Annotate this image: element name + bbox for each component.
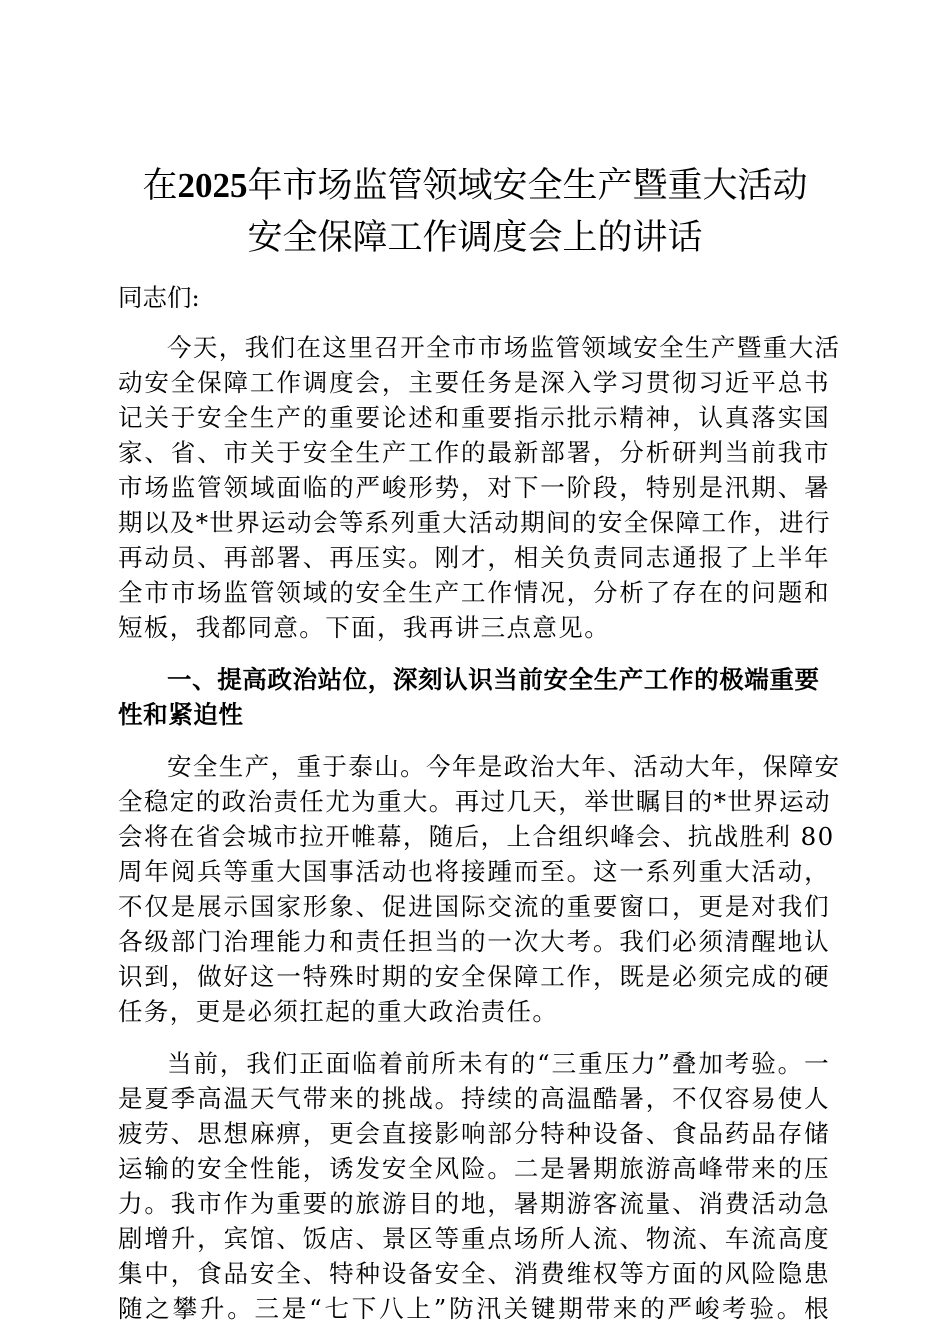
- text-line: 任务，更是必须扛起的重大政治责任。: [118, 997, 559, 1026]
- text-line: 识到，做好这一特殊时期的安全保障工作，既是必须完成的硬: [118, 962, 830, 991]
- salutation: 同志们:: [118, 283, 200, 312]
- text-line: 今天，我们在这里召开全市市场监管领域安全生产暨重大活: [167, 333, 841, 362]
- title-year: 2025: [177, 166, 248, 205]
- text-line: 剧增升，宾馆、饭店、景区等重点场所人流、物流、车流高度: [118, 1224, 830, 1253]
- heading-line: 一、提高政治站位，深刻认识当前安全生产工作的极端重要: [167, 665, 820, 694]
- text-line: 短板，我都同意。下面，我再讲三点意见。: [118, 613, 611, 642]
- title-suffix: 年市场监管领域安全生产暨重大活动: [247, 166, 808, 206]
- text-line: 记关于安全生产的重要论述和重要指示批示精神，认真落实国: [118, 403, 830, 432]
- text-line: 集中，食品安全、特种设备安全、消费维权等方面的风险隐患: [118, 1259, 830, 1288]
- title-prefix: 在: [142, 166, 178, 206]
- title-line-2: 安全保障工作调度会上的讲话: [247, 218, 703, 258]
- text-line: 安全生产，重于泰山。今年是政治大年、活动大年，保障安: [167, 752, 841, 781]
- heading-line: 性和紧迫性: [118, 700, 244, 729]
- text-line: 家、省、市关于安全生产工作的最新部署，分析研判当前我市: [118, 438, 830, 467]
- text-line: 力。我市作为重要的旅游目的地，暑期游客流量、消费活动急: [118, 1189, 830, 1218]
- text-line: 疲劳、思想麻痹，更会直接影响部分特种设备、食品药品存储: [118, 1119, 830, 1148]
- section-heading-1: [118, 662, 830, 732]
- text-line: 再动员、再部署、再压实。刚才，相关负责同志通报了上半年: [118, 543, 830, 572]
- text-line: 市场监管领域面临的严峻形势，对下一阶段，特别是汛期、暑: [118, 473, 830, 502]
- text-line: 周年阅兵等重大国事活动也将接踵而至。这一系列重大活动，: [118, 857, 830, 886]
- paragraph-pressure: [118, 1046, 830, 1326]
- text-line: 各级部门治理能力和责任担当的一次大考。我们必须清醒地认: [118, 927, 830, 956]
- document-body: [118, 280, 841, 1343]
- text-line: 动安全保障工作调度会，主要任务是深入学习贯彻习近平总书: [118, 368, 830, 397]
- text-line: 不仅是展示国家形象、促进国际交流的重要窗口，更是对我们: [118, 892, 830, 921]
- text-line: 全市市场监管领域的安全生产工作情况，分析了存在的问题和: [118, 578, 830, 607]
- document-title: [100, 160, 850, 264]
- text-line: 期以及*世界运动会等系列重大活动期间的安全保障工作，进行: [118, 508, 831, 537]
- text-line: 当前，我们正面临着前所未有的“三重压力”叠加考验。一: [167, 1049, 830, 1078]
- paragraph-safety: [118, 749, 841, 1029]
- text-line: 全稳定的政治责任尤为重大。再过几天，举世瞩目的*世界运动: [118, 787, 831, 816]
- text-line: 是夏季高温天气带来的挑战。持续的高温酷暑，不仅容易使人: [118, 1084, 830, 1113]
- text-line: 会将在省会城市拉开帷幕，随后，上合组织峰会、抗战胜利 80: [118, 822, 835, 851]
- paragraph-intro: [118, 330, 841, 645]
- text-line: 运输的安全性能，诱发安全风险。二是暑期旅游高峰带来的压: [118, 1154, 830, 1183]
- title-line-1: [100, 160, 850, 212]
- text-line: 随之攀升。三是“七下八上”防汛关键期带来的严峻考验。根: [118, 1294, 830, 1323]
